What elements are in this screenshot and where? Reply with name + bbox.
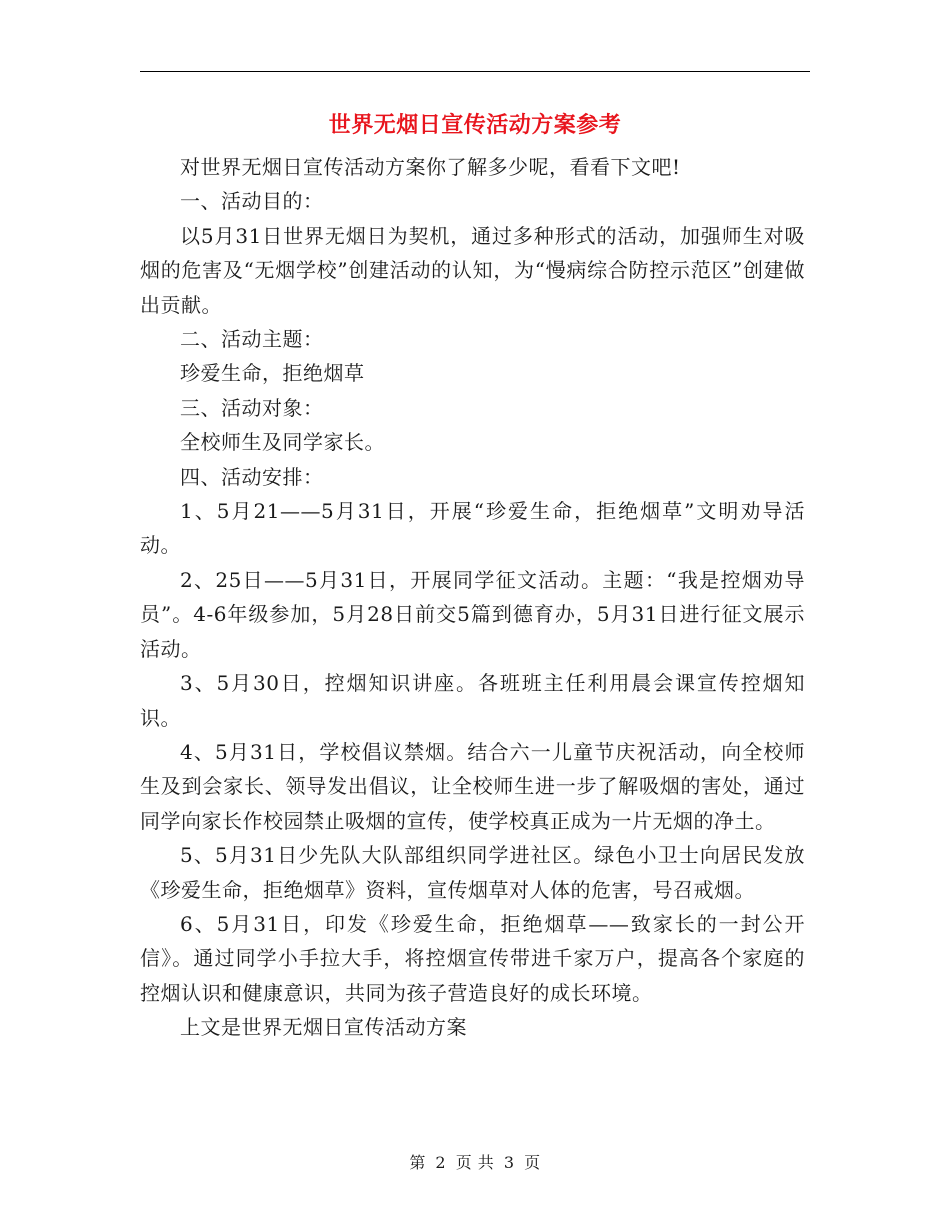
- arrangement-item-5: 5、5月31日少先队大队部组织同学进社区。绿色小卫士向居民发放《珍爱生命，拒绝烟草》资料，宣传烟草对人体的危害，号召戒烟。: [140, 843, 805, 902]
- paragraph-purpose: 以5月31日世界无烟日为契机，通过多种形式的活动，加强师生对吸烟的危害及“无烟学校”创建活动的认知，为“慢病综合防控示范区”创建做出贡献。: [140, 223, 805, 317]
- arrangement-item-1: 1、5月21——5月31日，开展“珍爱生命，拒绝烟草”文明劝导活动。: [140, 499, 805, 558]
- footer-total-pages: 3: [503, 1153, 515, 1172]
- heading-audience: 三、活动对象：: [180, 395, 324, 420]
- page-footer: [140, 1150, 810, 1173]
- footer-prefix: 第: [409, 1153, 426, 1172]
- footer-current-page: 2: [435, 1153, 447, 1172]
- document-title: 世界无烟日宣传活动方案参考: [328, 112, 622, 138]
- heading-purpose: 一、活动目的：: [180, 189, 324, 214]
- paragraph-intro: 对世界无烟日宣传活动方案你了解多少呢，看看下文吧!: [180, 155, 681, 179]
- heading-theme: 二、活动主题：: [180, 327, 324, 352]
- paragraph-theme: 珍爱生命，拒绝烟草: [180, 361, 365, 386]
- arrangement-item-4: 4、5月31日，学校倡议禁烟。结合六一儿童节庆祝活动，向全校师生及到会家长、领导发出倡议，让全校师生进一步了解吸烟的害处，通过同学向家长作校园禁止吸烟的宣传，使学校真正成为一片无烟的净土。: [140, 739, 805, 833]
- document-body: [140, 150, 805, 1045]
- header-rule: [140, 71, 810, 72]
- paragraph-closing: 上文是世界无烟日宣传活动方案: [180, 1015, 467, 1040]
- footer-suffix: 页: [524, 1153, 541, 1172]
- paragraph-audience: 全校师生及同学家长。: [180, 430, 385, 455]
- arrangement-item-3: 3、5月30日，控烟知识讲座。各班班主任利用晨会课宣传控烟知识。: [140, 671, 805, 730]
- arrangement-item-6: 6、5月31日，印发《珍爱生命，拒绝烟草——致家长的一封公开信》。通过同学小手拉大手，将控烟宣传带进千家万户，提高各个家庭的控烟认识和健康意识，共同为孩子营造良好的成长环境。: [140, 911, 805, 1005]
- footer-mid: 页 共: [455, 1153, 495, 1172]
- heading-arrangement: 四、活动安排：: [180, 464, 324, 489]
- arrangement-item-2: 2、25日——5月31日，开展同学征文活动。主题：“我是控烟劝导员”。4-6年级参加，5月28日前交5篇到德育办，5月31日进行征文展示活动。: [140, 567, 805, 661]
